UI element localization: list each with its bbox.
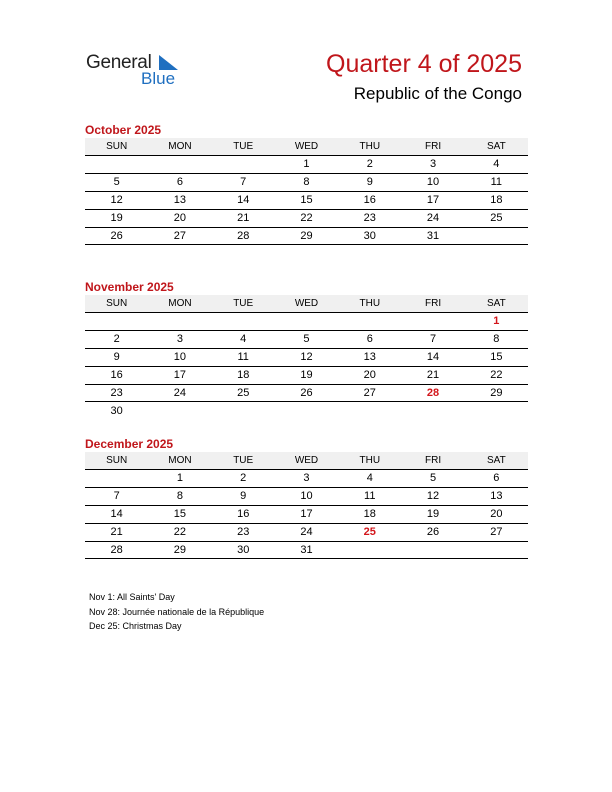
day-cell: 28	[85, 541, 148, 559]
day-cell	[148, 402, 211, 419]
day-cell: 9	[212, 487, 275, 505]
day-cell: 14	[401, 348, 464, 366]
week-row	[85, 330, 528, 348]
day-cell: 12	[401, 487, 464, 505]
week-row	[85, 487, 528, 505]
day-cell: 25	[338, 523, 401, 541]
day-cell: 30	[338, 227, 401, 245]
day-cell: 10	[401, 173, 464, 191]
day-cell: 11	[338, 487, 401, 505]
day-cell: 1	[275, 156, 338, 174]
day-cell: 8	[465, 330, 528, 348]
day-cell: 26	[275, 384, 338, 402]
week-row	[85, 209, 528, 227]
page-subtitle: Republic of the Congo	[353, 84, 522, 103]
day-cell: 16	[85, 366, 148, 384]
weekday-header-row	[85, 452, 528, 470]
day-cell: 21	[212, 209, 275, 227]
day-cell: 4	[465, 156, 528, 174]
day-cell: 27	[148, 227, 211, 245]
day-cell: 29	[275, 227, 338, 245]
week-row	[85, 541, 528, 559]
day-cell: 24	[148, 384, 211, 402]
weekday-header: FRI	[401, 452, 464, 470]
day-cell: 30	[85, 402, 148, 419]
day-cell: 9	[338, 173, 401, 191]
day-cell: 2	[338, 156, 401, 174]
weekday-header: SUN	[85, 295, 148, 313]
weekday-header: TUE	[212, 138, 275, 156]
day-cell: 16	[212, 505, 275, 523]
weekday-header: FRI	[401, 138, 464, 156]
weekday-header: MON	[148, 295, 211, 313]
day-cell: 9	[85, 348, 148, 366]
day-cell: 18	[465, 191, 528, 209]
day-cell: 7	[212, 173, 275, 191]
week-row	[85, 313, 528, 331]
month-title: November 2025	[85, 280, 174, 294]
weekday-header: SUN	[85, 138, 148, 156]
day-cell: 10	[148, 348, 211, 366]
day-cell: 16	[338, 191, 401, 209]
month-title: December 2025	[85, 437, 174, 451]
day-cell: 3	[148, 330, 211, 348]
day-cell: 14	[85, 505, 148, 523]
day-cell: 18	[338, 505, 401, 523]
day-cell: 7	[401, 330, 464, 348]
weekday-header-row	[85, 295, 528, 313]
day-cell: 31	[275, 541, 338, 559]
day-cell: 29	[148, 541, 211, 559]
calendar-grid	[85, 295, 528, 419]
day-cell: 14	[212, 191, 275, 209]
day-cell: 26	[85, 227, 148, 245]
week-row	[85, 173, 528, 191]
month-december	[85, 436, 528, 559]
day-cell: 4	[212, 330, 275, 348]
day-cell: 13	[338, 348, 401, 366]
day-cell	[212, 402, 275, 419]
day-cell: 22	[275, 209, 338, 227]
day-cell: 1	[148, 470, 211, 488]
day-cell	[401, 402, 464, 419]
weekday-header: WED	[275, 452, 338, 470]
day-cell: 19	[85, 209, 148, 227]
day-cell: 8	[148, 487, 211, 505]
day-cell: 20	[338, 366, 401, 384]
weekday-header: SAT	[465, 295, 528, 313]
week-row	[85, 505, 528, 523]
logo-blue-text: Blue	[141, 69, 176, 88]
day-cell: 30	[212, 541, 275, 559]
week-row	[85, 523, 528, 541]
day-cell	[212, 156, 275, 174]
day-cell: 15	[465, 348, 528, 366]
holiday-note: Nov 1: All Saints' Day	[89, 592, 175, 602]
holiday-note: Dec 25: Christmas Day	[89, 621, 182, 631]
holiday-notes	[89, 590, 264, 634]
day-cell: 25	[465, 209, 528, 227]
weekday-header: TUE	[212, 452, 275, 470]
weekday-header: SUN	[85, 452, 148, 470]
weekday-header: THU	[338, 295, 401, 313]
weekday-header: THU	[338, 452, 401, 470]
calendar-grid	[85, 138, 528, 245]
day-cell	[148, 156, 211, 174]
day-cell	[275, 313, 338, 331]
day-cell	[465, 541, 528, 559]
day-cell: 4	[338, 470, 401, 488]
weekday-header: MON	[148, 138, 211, 156]
calendar-grid	[85, 452, 528, 559]
weekday-header: SAT	[465, 452, 528, 470]
day-cell: 7	[85, 487, 148, 505]
day-cell: 5	[85, 173, 148, 191]
day-cell: 24	[275, 523, 338, 541]
day-cell: 27	[338, 384, 401, 402]
day-cell: 3	[275, 470, 338, 488]
day-cell: 25	[212, 384, 275, 402]
day-cell: 15	[275, 191, 338, 209]
general-blue-logo	[86, 52, 196, 92]
day-cell: 17	[401, 191, 464, 209]
day-cell: 23	[85, 384, 148, 402]
day-cell: 17	[275, 505, 338, 523]
day-cell: 2	[212, 470, 275, 488]
day-cell: 3	[401, 156, 464, 174]
day-cell	[148, 313, 211, 331]
day-cell: 11	[465, 173, 528, 191]
week-row	[85, 384, 528, 402]
month-november	[85, 279, 528, 419]
holiday-note: Nov 28: Journée nationale de la République	[89, 606, 265, 617]
day-cell: 31	[401, 227, 464, 245]
day-cell: 19	[401, 505, 464, 523]
day-cell: 22	[465, 366, 528, 384]
day-cell: 11	[212, 348, 275, 366]
day-cell	[85, 470, 148, 488]
day-cell: 26	[401, 523, 464, 541]
day-cell: 28	[212, 227, 275, 245]
logo-flag-icon	[159, 55, 178, 70]
logo-general-text: General	[86, 52, 152, 73]
month-october	[85, 122, 528, 245]
week-row	[85, 191, 528, 209]
day-cell: 17	[148, 366, 211, 384]
day-cell: 23	[338, 209, 401, 227]
day-cell: 21	[401, 366, 464, 384]
day-cell: 18	[212, 366, 275, 384]
day-cell: 15	[148, 505, 211, 523]
weekday-header: THU	[338, 138, 401, 156]
day-cell: 29	[465, 384, 528, 402]
week-row	[85, 156, 528, 174]
day-cell	[465, 402, 528, 419]
day-cell	[85, 313, 148, 331]
day-cell	[338, 402, 401, 419]
day-cell	[338, 313, 401, 331]
day-cell: 10	[275, 487, 338, 505]
day-cell: 13	[148, 191, 211, 209]
day-cell	[85, 156, 148, 174]
day-cell: 8	[275, 173, 338, 191]
day-cell: 13	[465, 487, 528, 505]
day-cell	[401, 313, 464, 331]
weekday-header: WED	[275, 295, 338, 313]
day-cell: 5	[401, 470, 464, 488]
weekday-header: TUE	[212, 295, 275, 313]
day-cell	[212, 313, 275, 331]
day-cell: 24	[401, 209, 464, 227]
weekday-header: SAT	[465, 138, 528, 156]
day-cell: 2	[85, 330, 148, 348]
day-cell: 12	[275, 348, 338, 366]
day-cell: 1	[465, 313, 528, 331]
week-row	[85, 402, 528, 419]
day-cell: 22	[148, 523, 211, 541]
day-cell	[275, 402, 338, 419]
day-cell: 23	[212, 523, 275, 541]
week-row	[85, 348, 528, 366]
day-cell	[401, 541, 464, 559]
week-row	[85, 470, 528, 488]
day-cell: 20	[465, 505, 528, 523]
day-cell: 20	[148, 209, 211, 227]
week-row	[85, 366, 528, 384]
month-title: October 2025	[85, 123, 162, 137]
day-cell: 5	[275, 330, 338, 348]
day-cell: 27	[465, 523, 528, 541]
day-cell: 21	[85, 523, 148, 541]
weekday-header: FRI	[401, 295, 464, 313]
weekday-header-row	[85, 138, 528, 156]
week-row	[85, 227, 528, 245]
day-cell	[338, 541, 401, 559]
day-cell: 6	[338, 330, 401, 348]
weekday-header: WED	[275, 138, 338, 156]
weekday-header: MON	[148, 452, 211, 470]
day-cell: 6	[465, 470, 528, 488]
day-cell: 12	[85, 191, 148, 209]
page-title: Quarter 4 of 2025	[326, 50, 522, 78]
day-cell	[465, 227, 528, 245]
day-cell: 6	[148, 173, 211, 191]
day-cell: 28	[401, 384, 464, 402]
day-cell: 19	[275, 366, 338, 384]
